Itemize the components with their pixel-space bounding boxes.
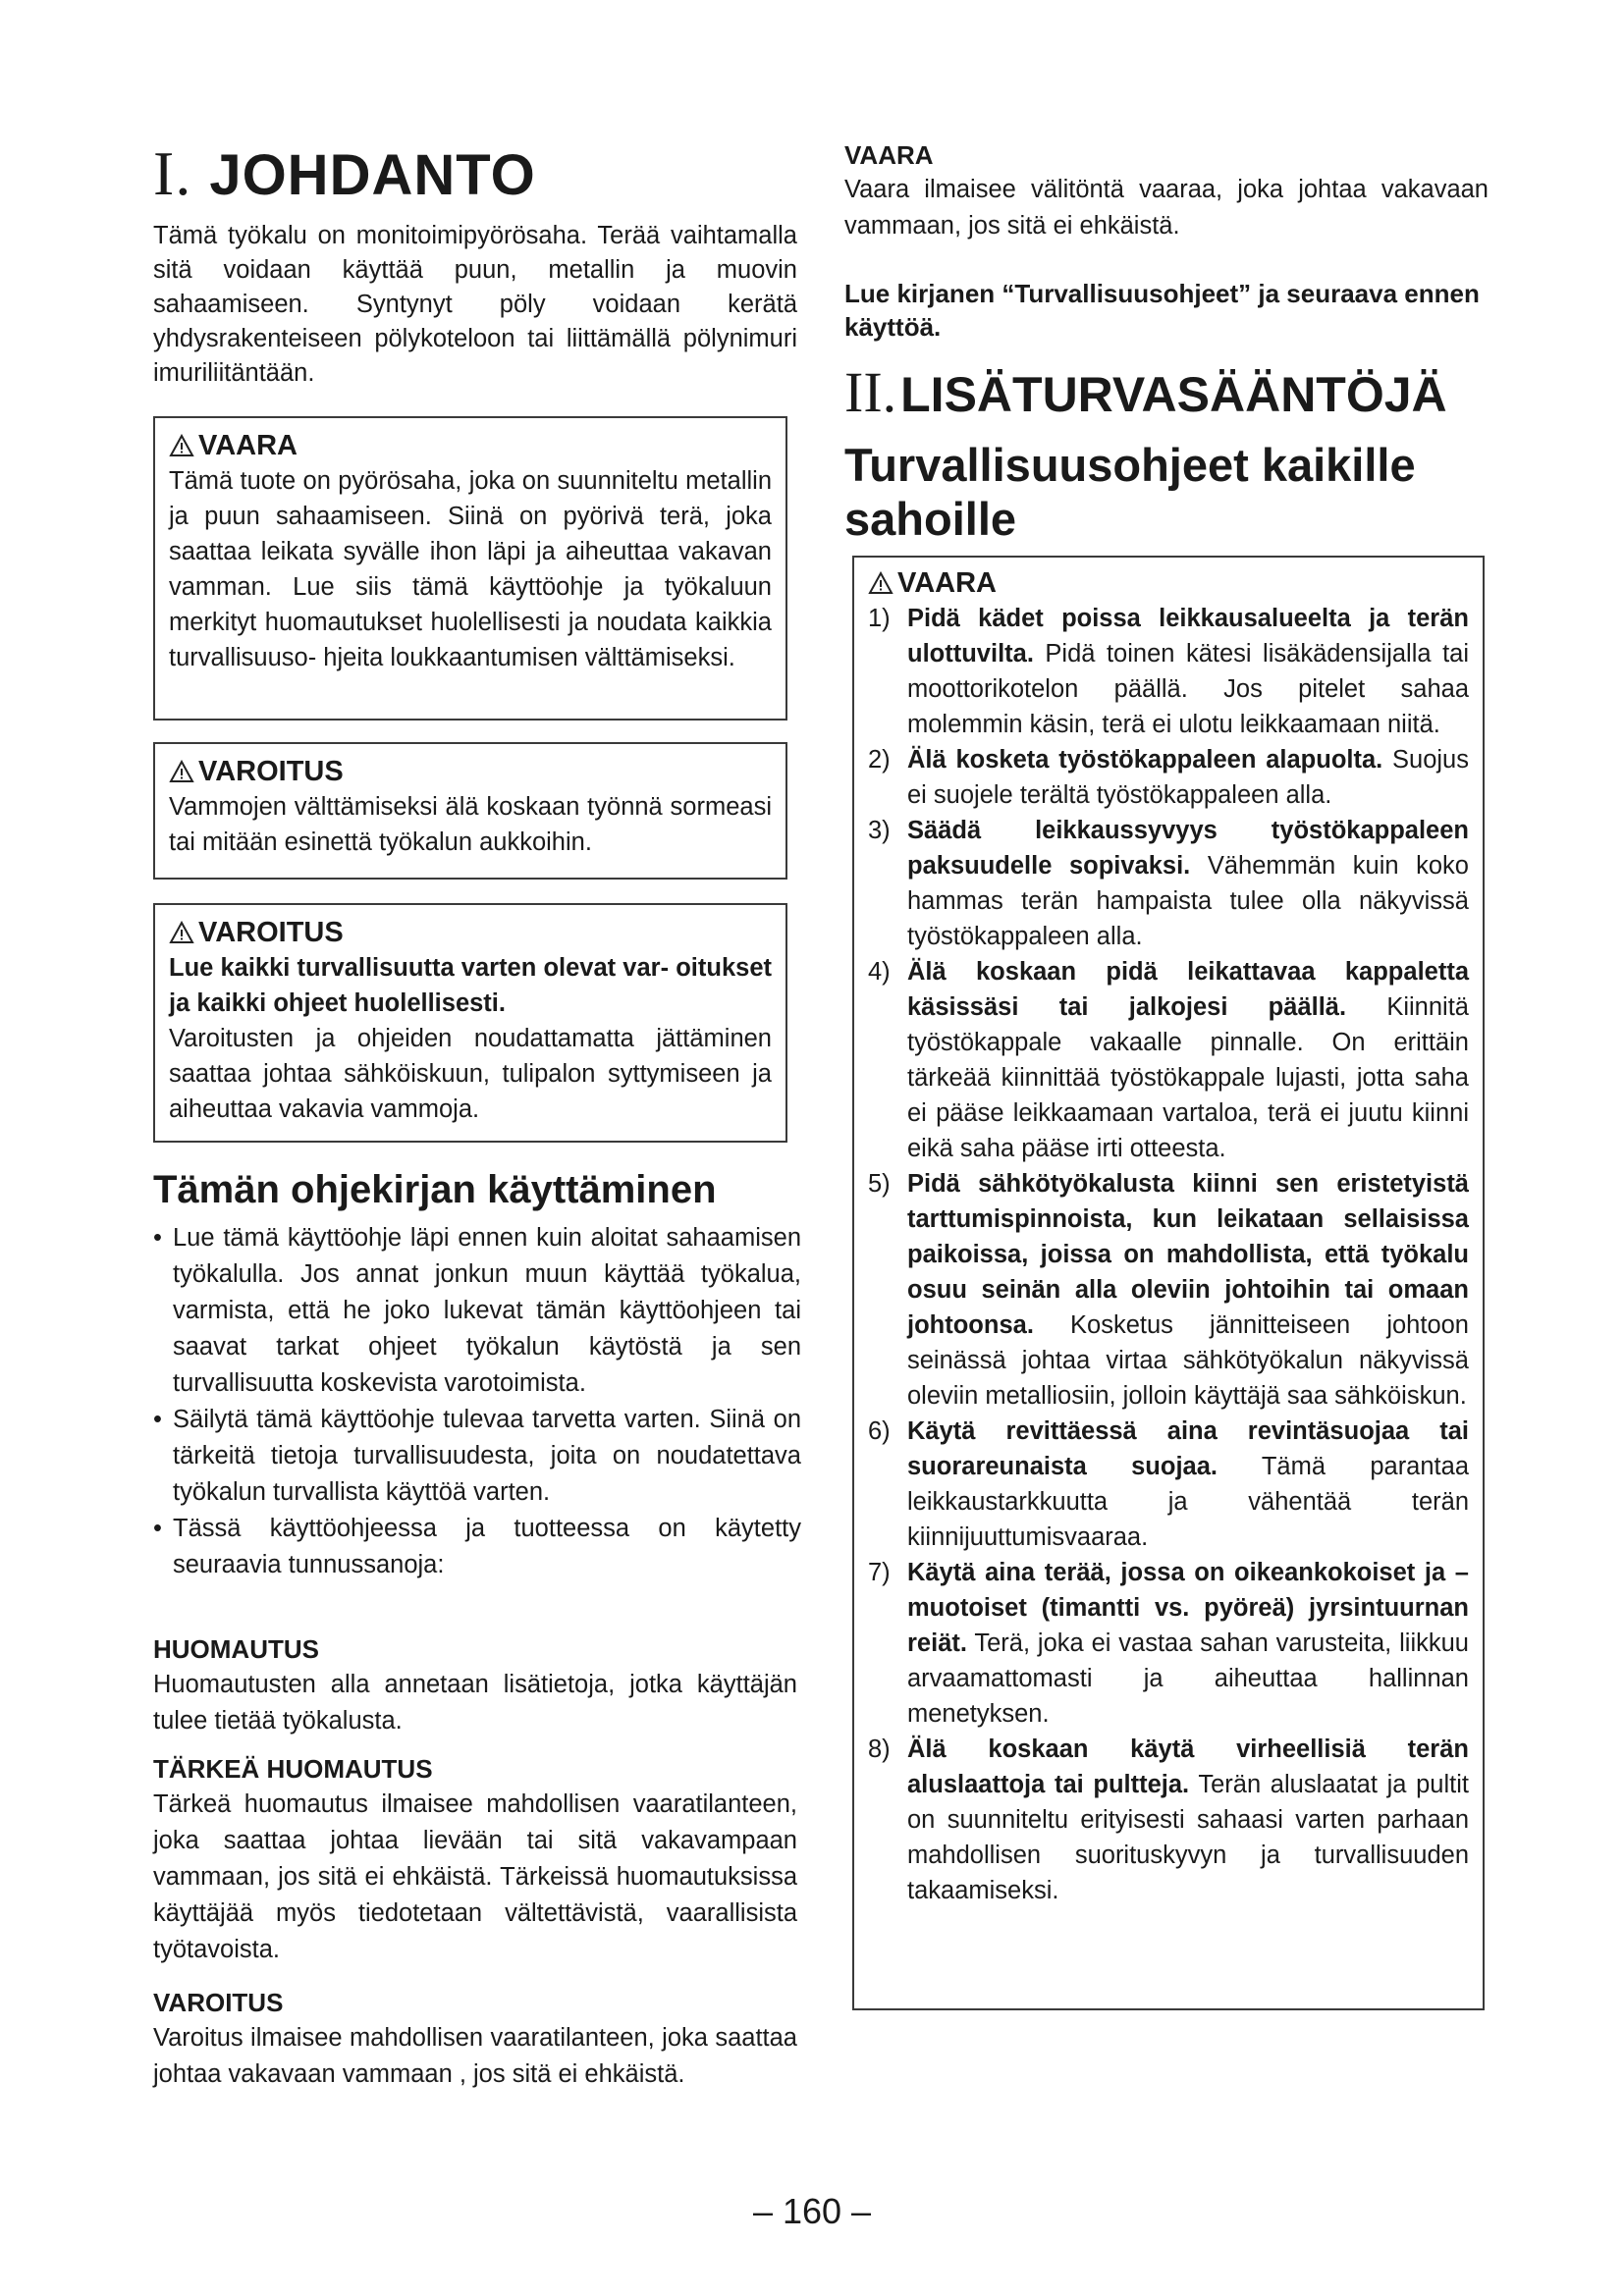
- varoitus-box-2-heading-text: VAROITUS: [198, 917, 344, 948]
- saw-safety-box-heading: [868, 565, 1469, 601]
- vaara-box-heading: [169, 428, 772, 463]
- warning-triangle-icon: [868, 571, 893, 595]
- varoitus-box-1-heading: [169, 754, 772, 789]
- saw-safety-box: [852, 556, 1485, 2010]
- warning-triangle-icon: [169, 921, 194, 944]
- vaara-box-heading-text: VAARA: [198, 430, 298, 461]
- intro-paragraph: Tämä työkalu on monitoimipyörösaha. Terää vaihtamalla sitä voidaan käyttää puun, metallin ja muovin sahaamiseen. Syntynyt pöly voidaan kerätä yhdysrakenteiseen pölykoteloon tai liittämällä pölynimuri imuriliitäntään.: [153, 222, 797, 387]
- safety-rule: [868, 1555, 1469, 1732]
- rule-bold-text: Älä koskaan käytä virheellisiä terän aluslaattoja tai pultteja.: [907, 1735, 1469, 1798]
- usage-bullet-1: [153, 1220, 801, 1402]
- page-number: – 160 –: [752, 2191, 872, 2231]
- varoitus-box-2-bold-text: Lue kaikki turvallisuutta varten olevat var- oitukset ja kaikki ohjeet huolellisesti.: [169, 954, 772, 1017]
- section-title-johdanto: [153, 137, 536, 210]
- read-booklet-note: Lue kirjanen “Turvallisuusohjeet” ja seuraava ennen käyttöä.: [844, 279, 1480, 342]
- term-heading-tarkea-huomautus: TÄRKEÄ HUOMAUTUS: [153, 1754, 433, 1784]
- rule-number: 4): [868, 958, 891, 986]
- safety-rule: [868, 813, 1469, 954]
- varoitus-box-2-text: Varoitusten ja ohjeiden noudattamatta jättäminen saattaa johtaa sähköiskuun, tulipalon syttymiseen ja aiheuttaa vakavia vammoja.: [169, 1025, 772, 1123]
- rule-number: 7): [868, 1559, 891, 1586]
- usage-bullet-list: [153, 1220, 801, 1583]
- safety-rule-list: [868, 601, 1469, 1908]
- term-text-vaara: Vaara ilmaisee välitöntä vaaraa, joka johtaa vakavaan vammaan, jos sitä ei ehkäistä.: [844, 176, 1489, 240]
- bullet-dot: •: [153, 1515, 162, 1542]
- section2-subtitle: Turvallisuusohjeet kaikille sahoille: [844, 439, 1416, 545]
- term-text-tarkea-huomautus: Tärkeä huomautus ilmaisee mahdollisen vaaratilanteen, joka saattaa johtaa lievään tai sitä vakavampaan vammaan, jos sitä ei ehkäistä. Tärkeissä huomautuksissa käyttäjää myös tiedotetaan vältettävistä, vaarallisista työtavoista.: [153, 1790, 797, 1963]
- section-number: II.: [844, 360, 897, 424]
- rule-number: 3): [868, 817, 891, 844]
- saw-safety-box-heading-text: VAARA: [897, 567, 997, 599]
- bullet-dot: •: [153, 1406, 162, 1433]
- rule-text: Vähemmän kuin koko hammas terän hampaista tulee olla näkyvissä työstökappaleen alla.: [907, 852, 1469, 950]
- usage-bullet-text: Säilytä tämä käyttöohje tulevaa tarvetta varten. Siinä on tärkeitä tietoja turvallisuudesta, joita on noudatettava työkalun turvallista käyttöä varten.: [173, 1406, 801, 1506]
- term-heading-vaara: VAARA: [844, 140, 934, 170]
- safety-rule: [868, 601, 1469, 742]
- term-text-huomautus: Huomautusten alla annetaan lisätietoja, jotka käyttäjän tulee tietää työkalusta.: [153, 1671, 797, 1735]
- varoitus-box-2-heading: [169, 915, 772, 950]
- rule-text: Suojus ei suojele terältä työstökappaleen alla.: [907, 746, 1469, 809]
- rule-text: Terä, joka ei vastaa sahan varusteita, liikkuu arvaamattomasti ja aiheuttaa hallinnan menetyksen.: [907, 1629, 1469, 1728]
- bullet-dot: •: [153, 1224, 162, 1252]
- rule-text: Tämä parantaa leikkaustarkkuutta ja vähentää terän kiinnijuuttumisvaaraa.: [907, 1453, 1469, 1551]
- rule-text: Kosketus jännitteiseen johtoon seinässä johtaa virtaa sähkötyökalun näkyvissä oleviin metalliosiin, jolloin käyttäjä saa sähköiskun.: [907, 1311, 1469, 1410]
- vaara-box: [153, 416, 787, 721]
- usage-bullet-text: Lue tämä käyttöohje läpi ennen kuin aloitat sahaamisen työkalulla. Jos annat jonkun muun käyttää työkalua, varmista, että he joko lukevat tämän käyttöohjeen tai saavat tarkat ohjeet työkalun käytöstä ja sen turvallisuutta koskevista varotoimista.: [173, 1224, 801, 1397]
- varoitus-box-1: [153, 742, 787, 880]
- rule-number: 2): [868, 746, 891, 774]
- rule-text: Kiinnitä työstökappale vakaalle pinnalle. On erittäin tärkeää kiinnittää työstökappale lujasti, jotta saha ei pääse leikkaamaan vartaloa, terä ei juutu kiinni eikä saha pääse irti otteesta.: [907, 993, 1469, 1162]
- rule-bold-text: Älä kosketa työstökappaleen alapuolta.: [907, 746, 1383, 774]
- usage-bullet-3: [153, 1511, 801, 1583]
- section-number: I.: [153, 138, 192, 208]
- rule-bold-text: Säädä leikkaussyvyys työstökappaleen paksuudelle sopivaksi.: [907, 817, 1469, 880]
- rule-text: Pidä toinen kätesi lisäkädensijalla tai moottorikotelon päällä. Jos pitelet sahaa molemmin käsin, terä ei ulotu leikkaamaan niitä.: [907, 640, 1469, 738]
- rule-bold-text: Pidä sähkötyökalusta kiinni sen eristetyistä tarttumispinnoista, kun leikataan sellaisissa paikoissa, joissa on mahdollista, että työkalu osuu seinän alla oleviin johtoihin tai omaan johtoonsa.: [907, 1170, 1469, 1339]
- warning-triangle-icon: [169, 760, 194, 783]
- section-title-text: LISÄTURVASÄÄNTÖJÄ: [900, 367, 1447, 422]
- rule-bold-text: Käytä aina terää, jossa on oikeankokoiset ja –muotoiset (timantti vs. pyöreä) jyrsintuurnan reiät.: [907, 1559, 1469, 1657]
- usage-heading: Tämän ohjekirjan käyttäminen: [153, 1168, 717, 1211]
- varoitus-box-2: [153, 903, 787, 1143]
- safety-rule: [868, 954, 1469, 1166]
- safety-rule: [868, 1732, 1469, 1908]
- safety-rule: [868, 1414, 1469, 1555]
- usage-bullet-2: [153, 1402, 801, 1511]
- section-title-text: JOHDANTO: [209, 143, 536, 207]
- rule-number: 8): [868, 1735, 891, 1763]
- vaara-box-text: Tämä tuote on pyörösaha, joka on suunniteltu metallin ja puun sahaamiseen. Siinä on pyörivä terä, joka saattaa leikata syvälle ihon läpi ja aiheuttaa vakavan vamman. Lue siis tämä käyttöohje ja työkaluun merkityt huomautukset huolellisesti ja noudata kaikkia turvallisuuso- hjeita loukkaantumisen välttämiseksi.: [169, 467, 772, 671]
- rule-bold-text: Älä koskaan pidä leikattavaa kappaletta käsissäsi tai jalkojesi päällä.: [907, 958, 1469, 1021]
- term-heading-huomautus: HUOMAUTUS: [153, 1634, 319, 1664]
- varoitus-box-1-text: Vammojen välttämiseksi älä koskaan työnnä sormeasi tai mitään esinettä työkalun aukkoihin.: [169, 793, 772, 856]
- safety-rule: [868, 742, 1469, 813]
- rule-bold-text: Käytä revittäessä aina revintäsuojaa tai suorareunaista suojaa.: [907, 1417, 1469, 1480]
- rule-number: 6): [868, 1417, 891, 1445]
- rule-number: 1): [868, 605, 891, 632]
- section-title-lisaturvasaantoja: [844, 359, 1447, 425]
- varoitus-box-1-heading-text: VAROITUS: [198, 756, 344, 787]
- term-text-varoitus: Varoitus ilmaisee mahdollisen vaaratilanteen, joka saattaa johtaa vakavaan vammaan , jos sitä ei ehkäistä.: [153, 2024, 797, 2088]
- rule-bold-text: Pidä kädet poissa leikkausalueelta ja terän ulottuvilta.: [907, 605, 1469, 667]
- warning-triangle-icon: [169, 434, 194, 457]
- rule-text: Terän aluslaatat ja pultit on suunniteltu erityisesti sahaasi varten parhaan mahdollisen suorituskyvyn ja turvallisuuden takaamiseksi.: [907, 1771, 1469, 1904]
- safety-rule: [868, 1166, 1469, 1414]
- term-heading-varoitus: VAROITUS: [153, 1988, 284, 2017]
- usage-bullet-text: Tässä käyttöohjeessa ja tuotteessa on käytetty seuraavia tunnussanoja:: [173, 1515, 801, 1578]
- rule-number: 5): [868, 1170, 891, 1198]
